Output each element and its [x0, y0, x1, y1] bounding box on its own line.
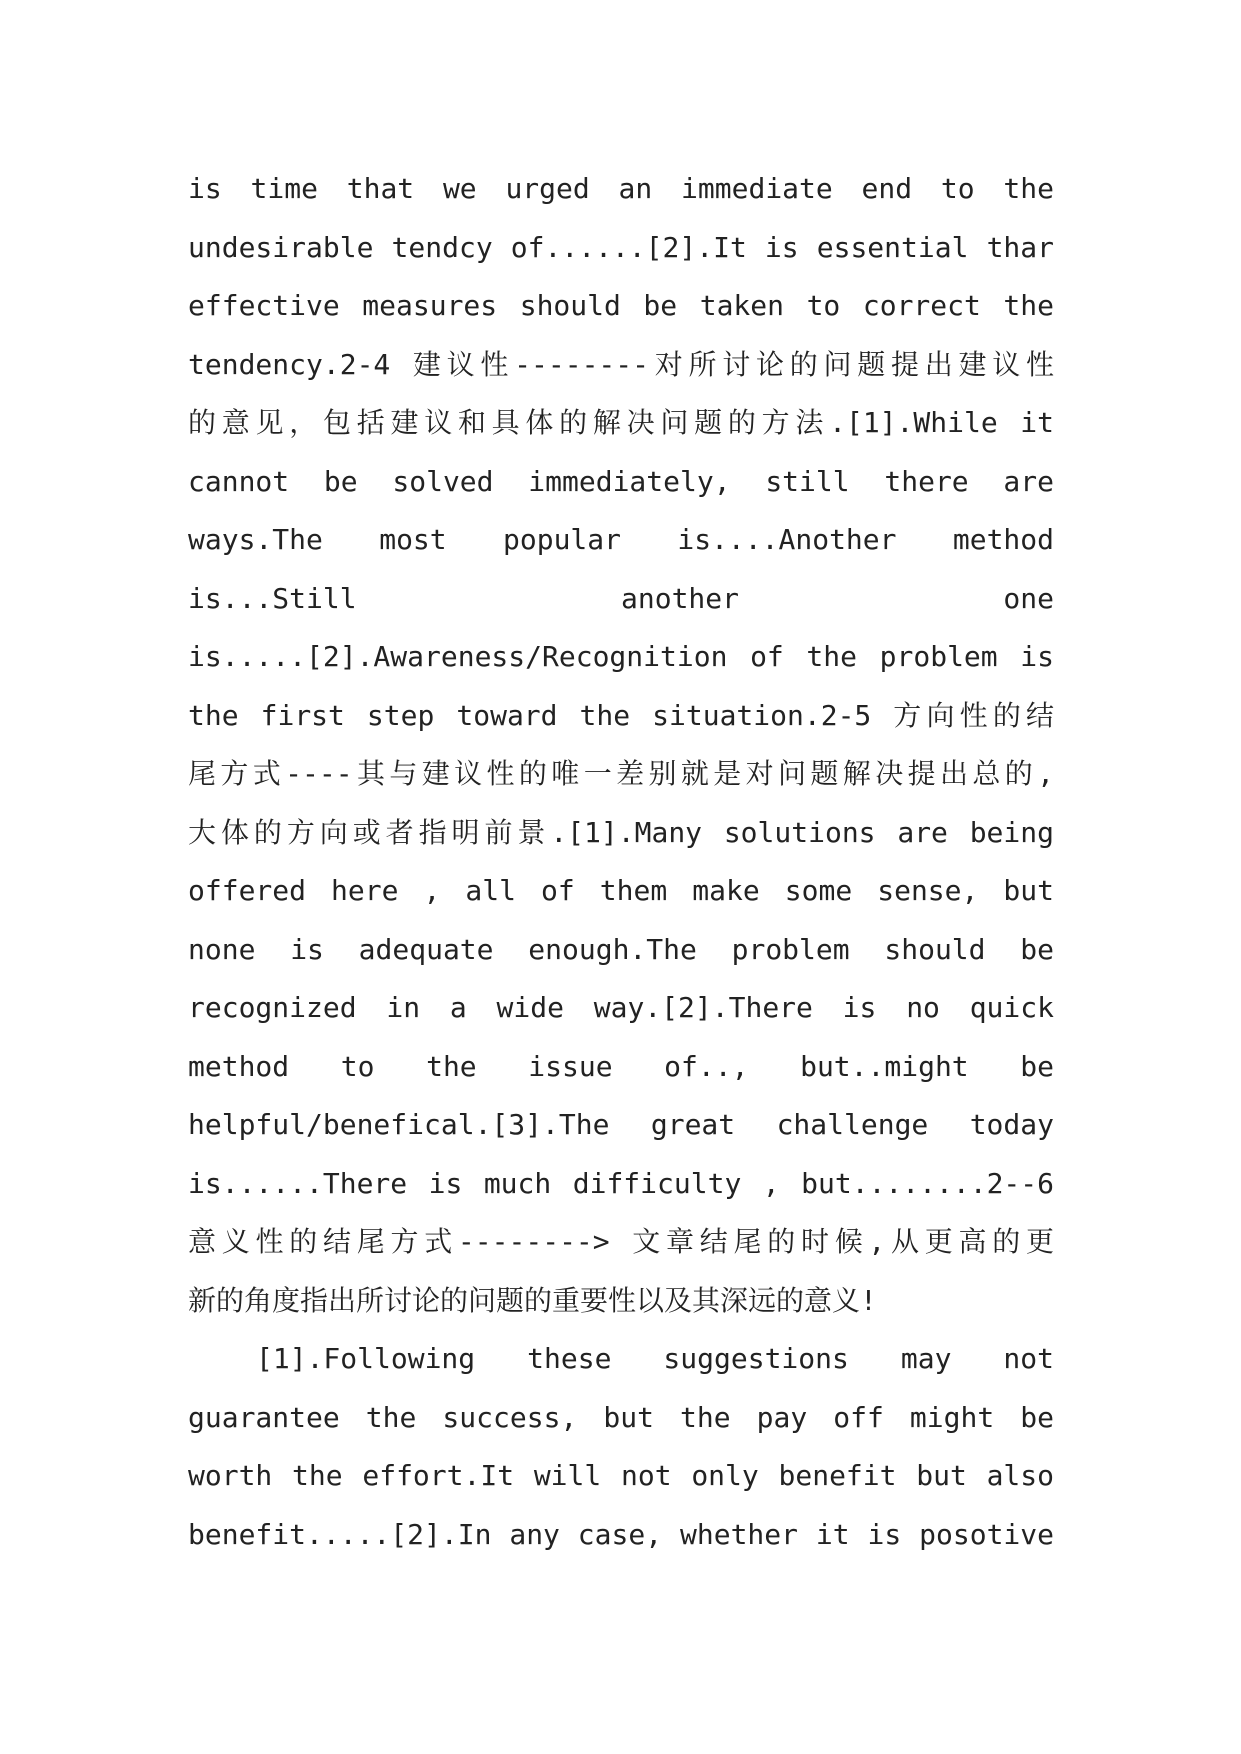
text-line: offered here , all of them make some sense, but [188, 874, 1054, 907]
text-line: the first step toward the situation.2-5 方向性的结 [188, 698, 1054, 732]
text-line: is.....[2].Awareness/Recognition of the problem is [188, 640, 1054, 673]
text-line: effective measures should be taken to correct the [188, 289, 1054, 322]
text-line: is......There is much difficulty , but........2--6 [188, 1166, 1054, 1200]
text-line: tendency.2-4 建议性--------对所讨论的问题提出建议性 [188, 347, 1054, 381]
text-line: guarantee the success, but the pay off might be [188, 1400, 1054, 1434]
text-line: cannot be solved immediately, still there are [188, 464, 1054, 498]
text-line: 大体的方向或者指明前景.[1].Many solutions are being [188, 815, 1054, 849]
paragraph-start-line: [1].Following these suggestions may not [256, 1342, 1054, 1375]
text-line: none is adequate enough.The problem should be [188, 932, 1054, 966]
text-line: recognized in a wide way.[2].There is no quick [188, 991, 1054, 1024]
text-line: method to the issue of.., but..might be [188, 1049, 1054, 1083]
text-line: worth the effort.It will not only benefit but also [188, 1459, 1054, 1492]
text-line: undesirable tendcy of......[2].It is essential thar [188, 230, 1054, 264]
text-line: helpful/benefical.[3].The great challenge today [188, 1108, 1054, 1141]
text-line: is...Still another one [188, 581, 1054, 615]
body-text [188, 160, 1054, 1564]
text-line: 的意见，包括建议和具体的解决问题的方法.[1].While it [188, 406, 1054, 439]
text-line: ways.The most popular is....Another method [188, 523, 1054, 556]
text-line: benefit.....[2].In any case, whether it is posotive [188, 1517, 1054, 1551]
text-line: is time that we urged an immediate end to the [188, 172, 1054, 205]
text-line: 新的角度指出所讨论的问题的重要性以及其深远的意义! [188, 1283, 877, 1317]
text-line: 尾方式----其与建议性的唯一差别就是对问题解决提出总的, [188, 757, 1054, 790]
text-line: 意义性的结尾方式--------> 文章结尾的时候,从更高的更 [188, 1225, 1054, 1258]
